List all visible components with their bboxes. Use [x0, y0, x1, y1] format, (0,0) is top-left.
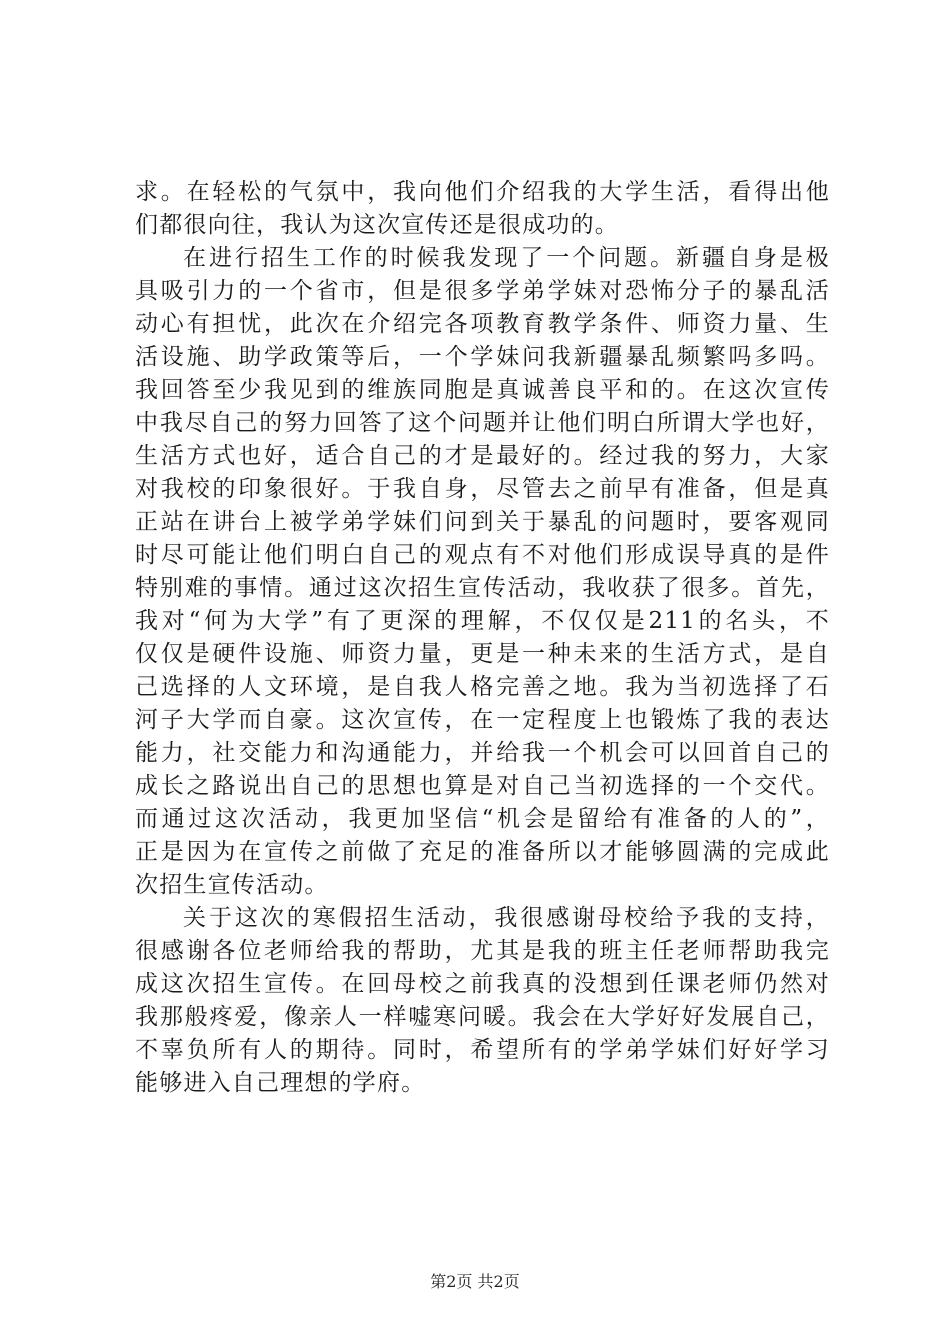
- text-line: 仅仅是硬件设施、师资力量，更是一种未来的生活方式，是自: [135, 641, 830, 667]
- text-line: 能力，社交能力和沟通能力，并给我一个机会可以回首自己的: [135, 740, 830, 766]
- text-line: 我回答至少我见到的维族同胞是真诚善良平和的。在这次宣传: [135, 377, 830, 403]
- text-line: 很感谢各位老师给我的帮助，尤其是我的班主任老师帮助我完: [135, 938, 830, 964]
- text-line: 不辜负所有人的期待。同时，希望所有的学弟学妹们好好学习: [135, 1037, 830, 1063]
- text-line: 对我校的印象很好。于我自身，尽管去之前早有准备，但是真: [135, 476, 830, 502]
- text-line: 能够进入自己理想的学府。: [135, 1070, 426, 1096]
- text-line: 具吸引力的一个省市，但是很多学弟学妹对恐怖分子的暴乱活: [135, 278, 830, 304]
- paragraph-first-line: 在进行招生工作的时候我发现了一个问题。新疆自身是极: [183, 245, 830, 271]
- text-line: 而通过这次活动，我更加坚信“机会是留给有准备的人的”，: [135, 806, 830, 832]
- text-line: 正是因为在宣传之前做了充足的准备所以才能够圆满的完成此: [135, 839, 830, 865]
- text-line: 们都很向往，我认为这次宣传还是很成功的。: [135, 212, 619, 238]
- text-line: 河子大学而自豪。这次宣传，在一定程度上也锻炼了我的表达: [135, 707, 830, 733]
- text-line: 特别难的事情。通过这次招生宣传活动，我收获了很多。首先，: [135, 575, 830, 601]
- body-text: [135, 176, 830, 1100]
- text-line: 成这次招生宣传。在回母校之前我真的没想到任课老师仍然对: [135, 971, 830, 997]
- text-line: 我对“何为大学”有了更深的理解，不仅仅是211的名头，不: [135, 608, 830, 634]
- text-line: 己选择的人文环境，是自我人格完善之地。我为当初选择了石: [135, 674, 830, 700]
- text-line: 时尽可能让他们明白自己的观点有不对他们形成误导真的是件: [135, 542, 830, 568]
- text-line: 次招生宣传活动。: [135, 872, 329, 898]
- text-line: 活设施、助学政策等后，一个学妹问我新疆暴乱频繁吗多吗。: [135, 344, 830, 370]
- text-line: 正站在讲台上被学弟学妹们问到关于暴乱的问题时，要客观同: [135, 509, 830, 535]
- text-line: 求。在轻松的气氛中，我向他们介绍我的大学生活，看得出他: [135, 179, 830, 205]
- text-line: 动心有担忧，此次在介绍完各项教育教学条件、师资力量、生: [135, 311, 830, 337]
- paragraph-first-line: 关于这次的寒假招生活动，我很感谢母校给予我的支持，: [183, 905, 830, 931]
- text-line: 中我尽自己的努力回答了这个问题并让他们明白所谓大学也好，: [135, 410, 830, 436]
- page-number-footer: 第2页 共2页: [430, 1272, 520, 1291]
- text-line: 生活方式也好，适合自己的才是最好的。经过我的努力，大家: [135, 443, 830, 469]
- text-line: 成长之路说出自己的思想也算是对自己当初选择的一个交代。: [135, 773, 830, 799]
- text-line: 我那般疼爱，像亲人一样嘘寒问暖。我会在大学好好发展自己，: [135, 1004, 830, 1030]
